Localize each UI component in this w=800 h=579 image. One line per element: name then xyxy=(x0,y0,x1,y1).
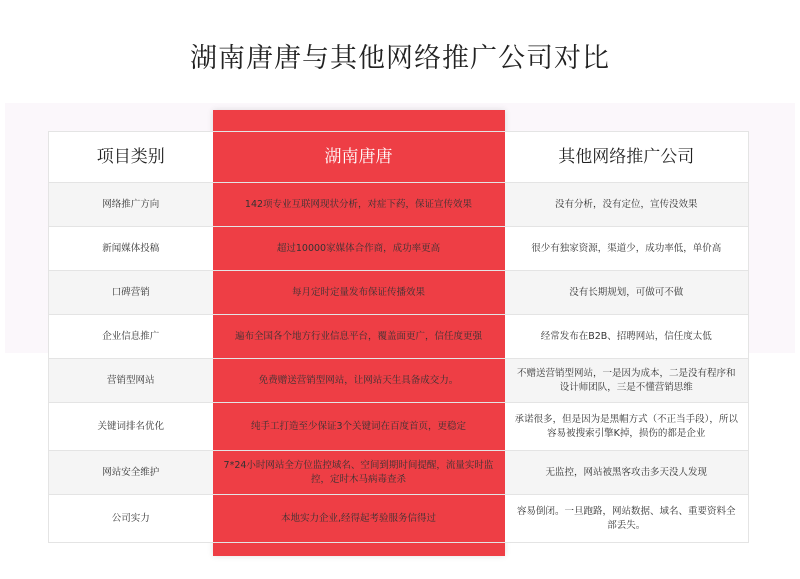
table-row xyxy=(49,403,749,451)
row-others: 没有分析，没有定位，宣传没效果 xyxy=(505,183,749,227)
row-others: 很少有独家资源，渠道少，成功率低，单价高 xyxy=(505,227,749,271)
row-tangtang: 超过10000家媒体合作商，成功率更高 xyxy=(213,227,505,271)
table-row xyxy=(49,495,749,543)
row-tangtang: 本地实力企业,经得起考验服务信得过 xyxy=(213,495,505,543)
row-others: 不赠送营销型网站，一是因为成本，二是没有程序和设计师团队，三是不懂营销思维 xyxy=(505,359,749,403)
row-tangtang: 纯手工打造至少保证3个关键词在百度首页，更稳定 xyxy=(213,403,505,451)
row-category: 公司实力 xyxy=(49,495,213,543)
row-tangtang: 142项专业互联网现状分析，对症下药，保证宣传效果 xyxy=(213,183,505,227)
row-others: 无监控，网站被黑客攻击多天没人发现 xyxy=(505,451,749,495)
header-tangtang: 湖南唐唐 xyxy=(213,132,505,183)
row-tangtang: 遍布全国各个地方行业信息平台，覆盖面更广，信任度更强 xyxy=(213,315,505,359)
page-title: 湖南唐唐与其他网络推广公司对比 xyxy=(190,43,610,74)
row-category: 口碑营销 xyxy=(49,271,213,315)
row-category: 新闻媒体投稿 xyxy=(49,227,213,271)
table-header-row xyxy=(49,132,749,183)
header-category: 项目类别 xyxy=(49,132,213,183)
table-row xyxy=(49,227,749,271)
row-category: 企业信息推广 xyxy=(49,315,213,359)
row-category: 网络推广方向 xyxy=(49,183,213,227)
row-tangtang: 每月定时定量发布保证传播效果 xyxy=(213,271,505,315)
row-others: 承诺很多，但是因为是黑帽方式（不正当手段），所以容易被搜索引擎K掉，损伤的都是企业 xyxy=(505,403,749,451)
comparison-table xyxy=(48,131,749,543)
row-others: 经常发布在B2B、招聘网站，信任度太低 xyxy=(505,315,749,359)
table-row xyxy=(49,271,749,315)
header-others: 其他网络推广公司 xyxy=(505,132,749,183)
row-category: 关键词排名优化 xyxy=(49,403,213,451)
table-row xyxy=(49,183,749,227)
row-category: 营销型网站 xyxy=(49,359,213,403)
row-others: 容易倒闭。一旦跑路，网站数据、域名、重要资料全部丢失。 xyxy=(505,495,749,543)
row-category: 网站安全维护 xyxy=(49,451,213,495)
row-others: 没有长期规划，可做可不做 xyxy=(505,271,749,315)
row-tangtang: 免费赠送营销型网站，让网站天生具备成交力。 xyxy=(213,359,505,403)
row-tangtang: 7*24小时网站全方位监控域名、空间到期时间提醒，流量实时监控，定时木马病毒查杀 xyxy=(213,451,505,495)
table-row xyxy=(49,451,749,495)
table-row xyxy=(49,359,749,403)
table-row xyxy=(49,315,749,359)
